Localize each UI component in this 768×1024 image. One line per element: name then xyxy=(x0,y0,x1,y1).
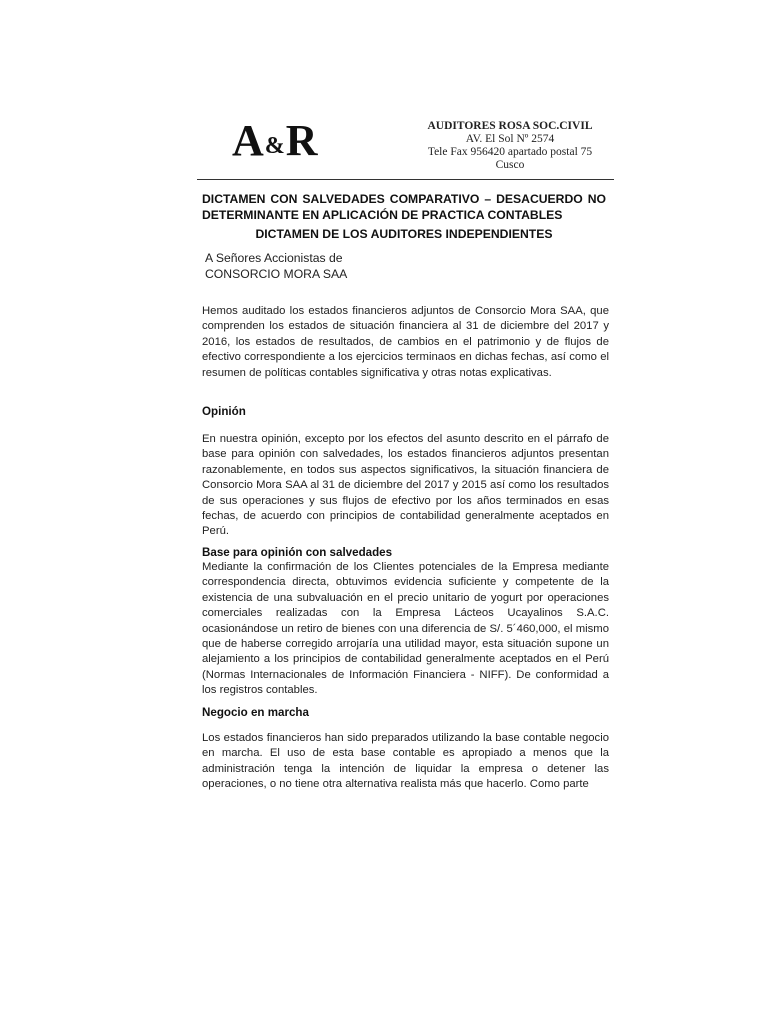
logo-letter-r: R xyxy=(285,116,318,165)
firm-name: AUDITORES ROSA SOC.CIVIL xyxy=(427,120,593,132)
firm-city: Cusco xyxy=(495,159,525,171)
intro-paragraph: Hemos auditado los estados financieros adjuntos de Consorcio Mora SAA, que comprenden los estados de situación financiera al 31 de diciembre del 2017 y 2016, los estados de resultados, de cambios en el patrimonio y de flujos de efectivo correspondiente a los ejercicios terminaos en dichas fechas, así como el resumen de políticas contables significativa y otras notas explicativas. xyxy=(202,305,609,379)
logo-ampersand: & xyxy=(264,133,285,159)
basis-heading: Base para opinión con salvedades xyxy=(202,546,393,559)
header-divider xyxy=(197,179,614,180)
addressee-block xyxy=(205,250,505,282)
firm-logo xyxy=(232,116,318,171)
going-concern-heading: Negocio en marcha xyxy=(202,706,309,719)
document-subtitle: DICTAMEN DE LOS AUDITORES INDEPENDIENTES xyxy=(255,227,553,241)
firm-phone: Tele Fax 956420 apartado postal 75 xyxy=(427,146,593,158)
basis-paragraph: Mediante la confirmación de los Clientes potenciales de la Empresa mediante correspondencia directa, obtuvimos evidencia suficiente y competente de la existencia de una subvaluación en el precio unitario de yogurt por operaciones comerciales realizadas con la Empresa Lácteos Ucayalinos S.A.C. ocasionándose un retiro de bienes con una diferencia de S/. 5´460,000, el mismo que de haberse corregido arrojaría una utilidad mayor, esta situación supone un alejamiento a los principios de contabilidad generalmente aceptados en el Perú (Normas Internacionales de Información Financiera - NIFF). De conformidad a los registros contables. xyxy=(202,561,609,697)
opinion-heading: Opinión xyxy=(202,405,246,418)
addressee-line-1: A Señores Accionistas de xyxy=(205,251,343,265)
document-title: DICTAMEN CON SALVEDADES COMPARATIVO – DESACUERDO NO DETERMINANTE EN APLICACIÓN DE PRACTICA CONTABLES xyxy=(202,192,606,222)
firm-address: AV. El Sol Nº 2574 xyxy=(465,133,555,145)
opinion-paragraph: En nuestra opinión, excepto por los efectos del asunto descrito en el párrafo de base para opinión con salvedades, los estados financieros adjuntos presentan razonablemente, en todos sus aspectos significativos, la situación financiera de Consorcio Mora SAA al 31 de diciembre del 2017 y 2015 así como los resultados de sus operaciones y sus flujos de efectivo por los años terminados en esas fechas, de acuerdo con principios de contabilidad generalmente aceptados en Perú. xyxy=(202,433,609,538)
firm-letterhead xyxy=(412,120,608,172)
addressee-line-2: CONSORCIO MORA SAA xyxy=(205,267,348,281)
logo-letter-a: A xyxy=(232,116,264,165)
going-concern-paragraph: Los estados financieros han sido preparados utilizando la base contable negocio en marcha. El uso de esta base contable es apropiado a menos que la administración tenga la intención de liquidar la empresa o detener las operaciones, o no tiene otra alternativa realista más que hacerlo. Como parte xyxy=(202,732,609,791)
